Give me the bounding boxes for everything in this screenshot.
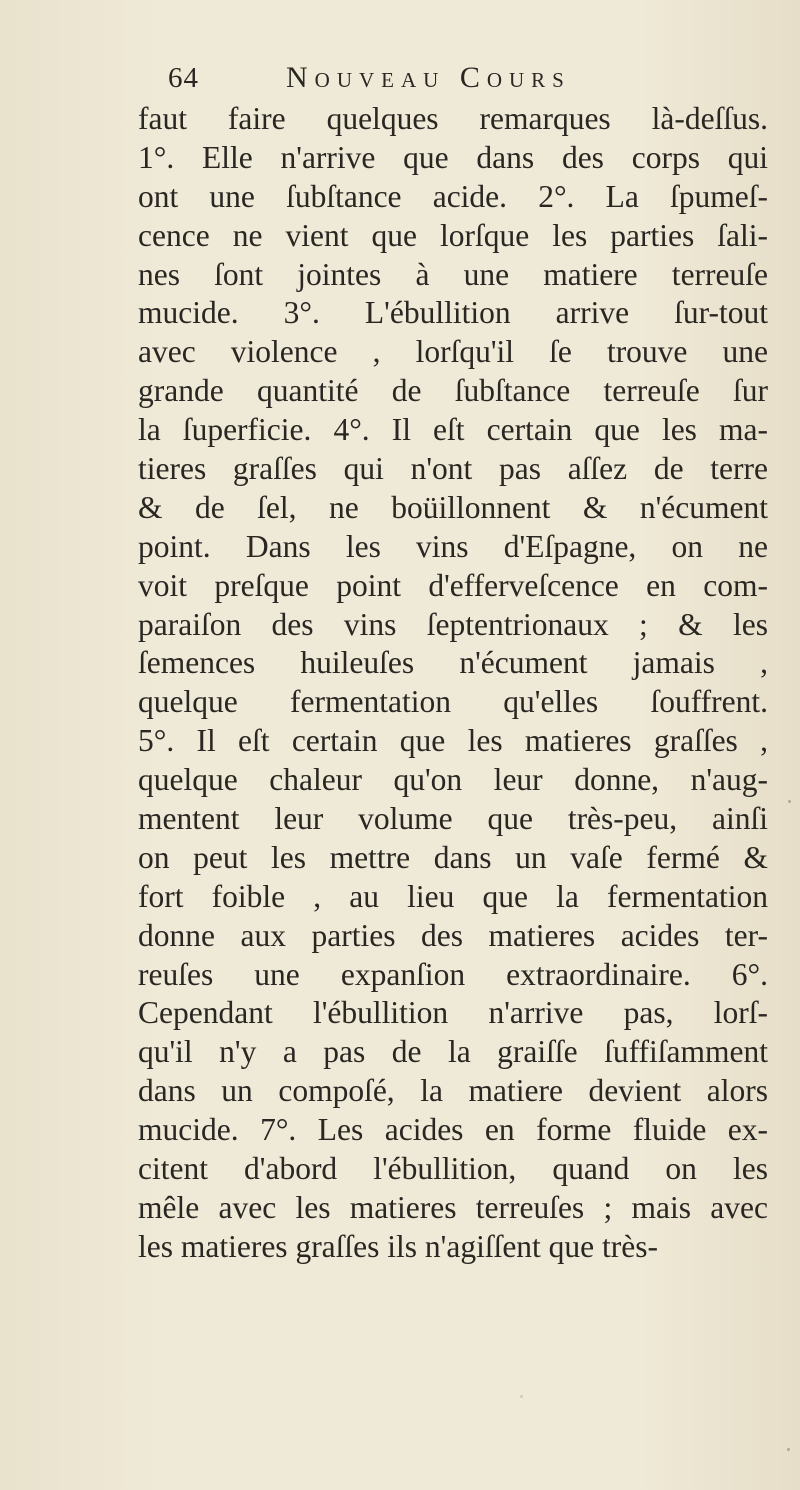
text-line: 1°. Elle n'arrive que dans des corps qui <box>138 139 768 175</box>
text-line: la ſuperficie. 4°. Il eſt certain que les ma- <box>138 412 768 448</box>
text-line: quelque chaleur qu'on leur donne, n'aug- <box>138 762 768 798</box>
text-line: mucide. 3°. L'ébullition arrive ſur-tout <box>138 295 768 331</box>
text-line: point. Dans les vins d'Eſpagne, on ne <box>138 528 768 564</box>
text-line: grande quantité de ſubſtance terreuſe ſur <box>138 373 768 409</box>
text-line: les matieres graſſes ils n'agiſſent que très- <box>138 1228 659 1264</box>
text-line: fort foible , au lieu que la fermentation <box>138 878 768 914</box>
text-line: paraiſon des vins ſeptentrionaux ; & les <box>138 606 768 642</box>
text-line: & de ſel, ne boüillonnent & n'écument <box>138 489 768 525</box>
page-number: 64 <box>168 62 199 94</box>
text-line: tieres graſſes qui n'ont pas aſſez de terre <box>138 451 768 487</box>
text-line: ont une ſubſtance acide. 2°. La ſpumeſ- <box>138 178 768 214</box>
text-line: mentent leur volume que très-peu, ainſi <box>138 801 768 837</box>
text-line: voit preſque point d'efferveſcence en com- <box>138 567 768 603</box>
text-line: dans un compoſé, la matiere devient alors <box>138 1073 768 1109</box>
text-line: mucide. 7°. Les acides en forme fluide ex- <box>138 1112 768 1148</box>
paper-speck <box>520 1395 523 1398</box>
text-line: mêle avec les matieres terreuſes ; mais avec <box>138 1189 768 1225</box>
text-line: qu'il n'y a pas de la graiſſe ſuffiſamment <box>138 1034 768 1070</box>
paper-speck <box>788 800 791 803</box>
paper-speck <box>787 1448 790 1451</box>
text-line: Cependant l'ébullition n'arrive pas, lorſ- <box>138 995 768 1031</box>
text-line: on peut les mettre dans un vaſe fermé & <box>138 839 768 875</box>
body-text <box>138 100 778 1267</box>
text-line: donne aux parties des matieres acides ter- <box>138 917 768 953</box>
text-line: nes ſont jointes à une matiere terreuſe <box>138 256 768 292</box>
page-header <box>168 62 668 102</box>
text-line: citent d'abord l'ébullition, quand on les <box>138 1151 768 1187</box>
text-line: faut faire quelques remarques là-deſſus. <box>138 101 768 136</box>
text-line: cence ne vient que lorſque les parties ſali- <box>138 217 768 253</box>
text-line: 5°. Il eſt certain que les matieres graſſes , <box>138 723 768 759</box>
text-line: reuſes une expanſion extraordinaire. 6°. <box>138 956 768 992</box>
running-title: Nouveau Cours <box>286 61 571 94</box>
text-line: quelque fermentation qu'elles ſouffrent. <box>138 684 768 720</box>
text-line: ſemences huileuſes n'écument jamais , <box>138 645 768 681</box>
text-line: avec violence , lorſqu'il ſe trouve une <box>138 334 768 370</box>
